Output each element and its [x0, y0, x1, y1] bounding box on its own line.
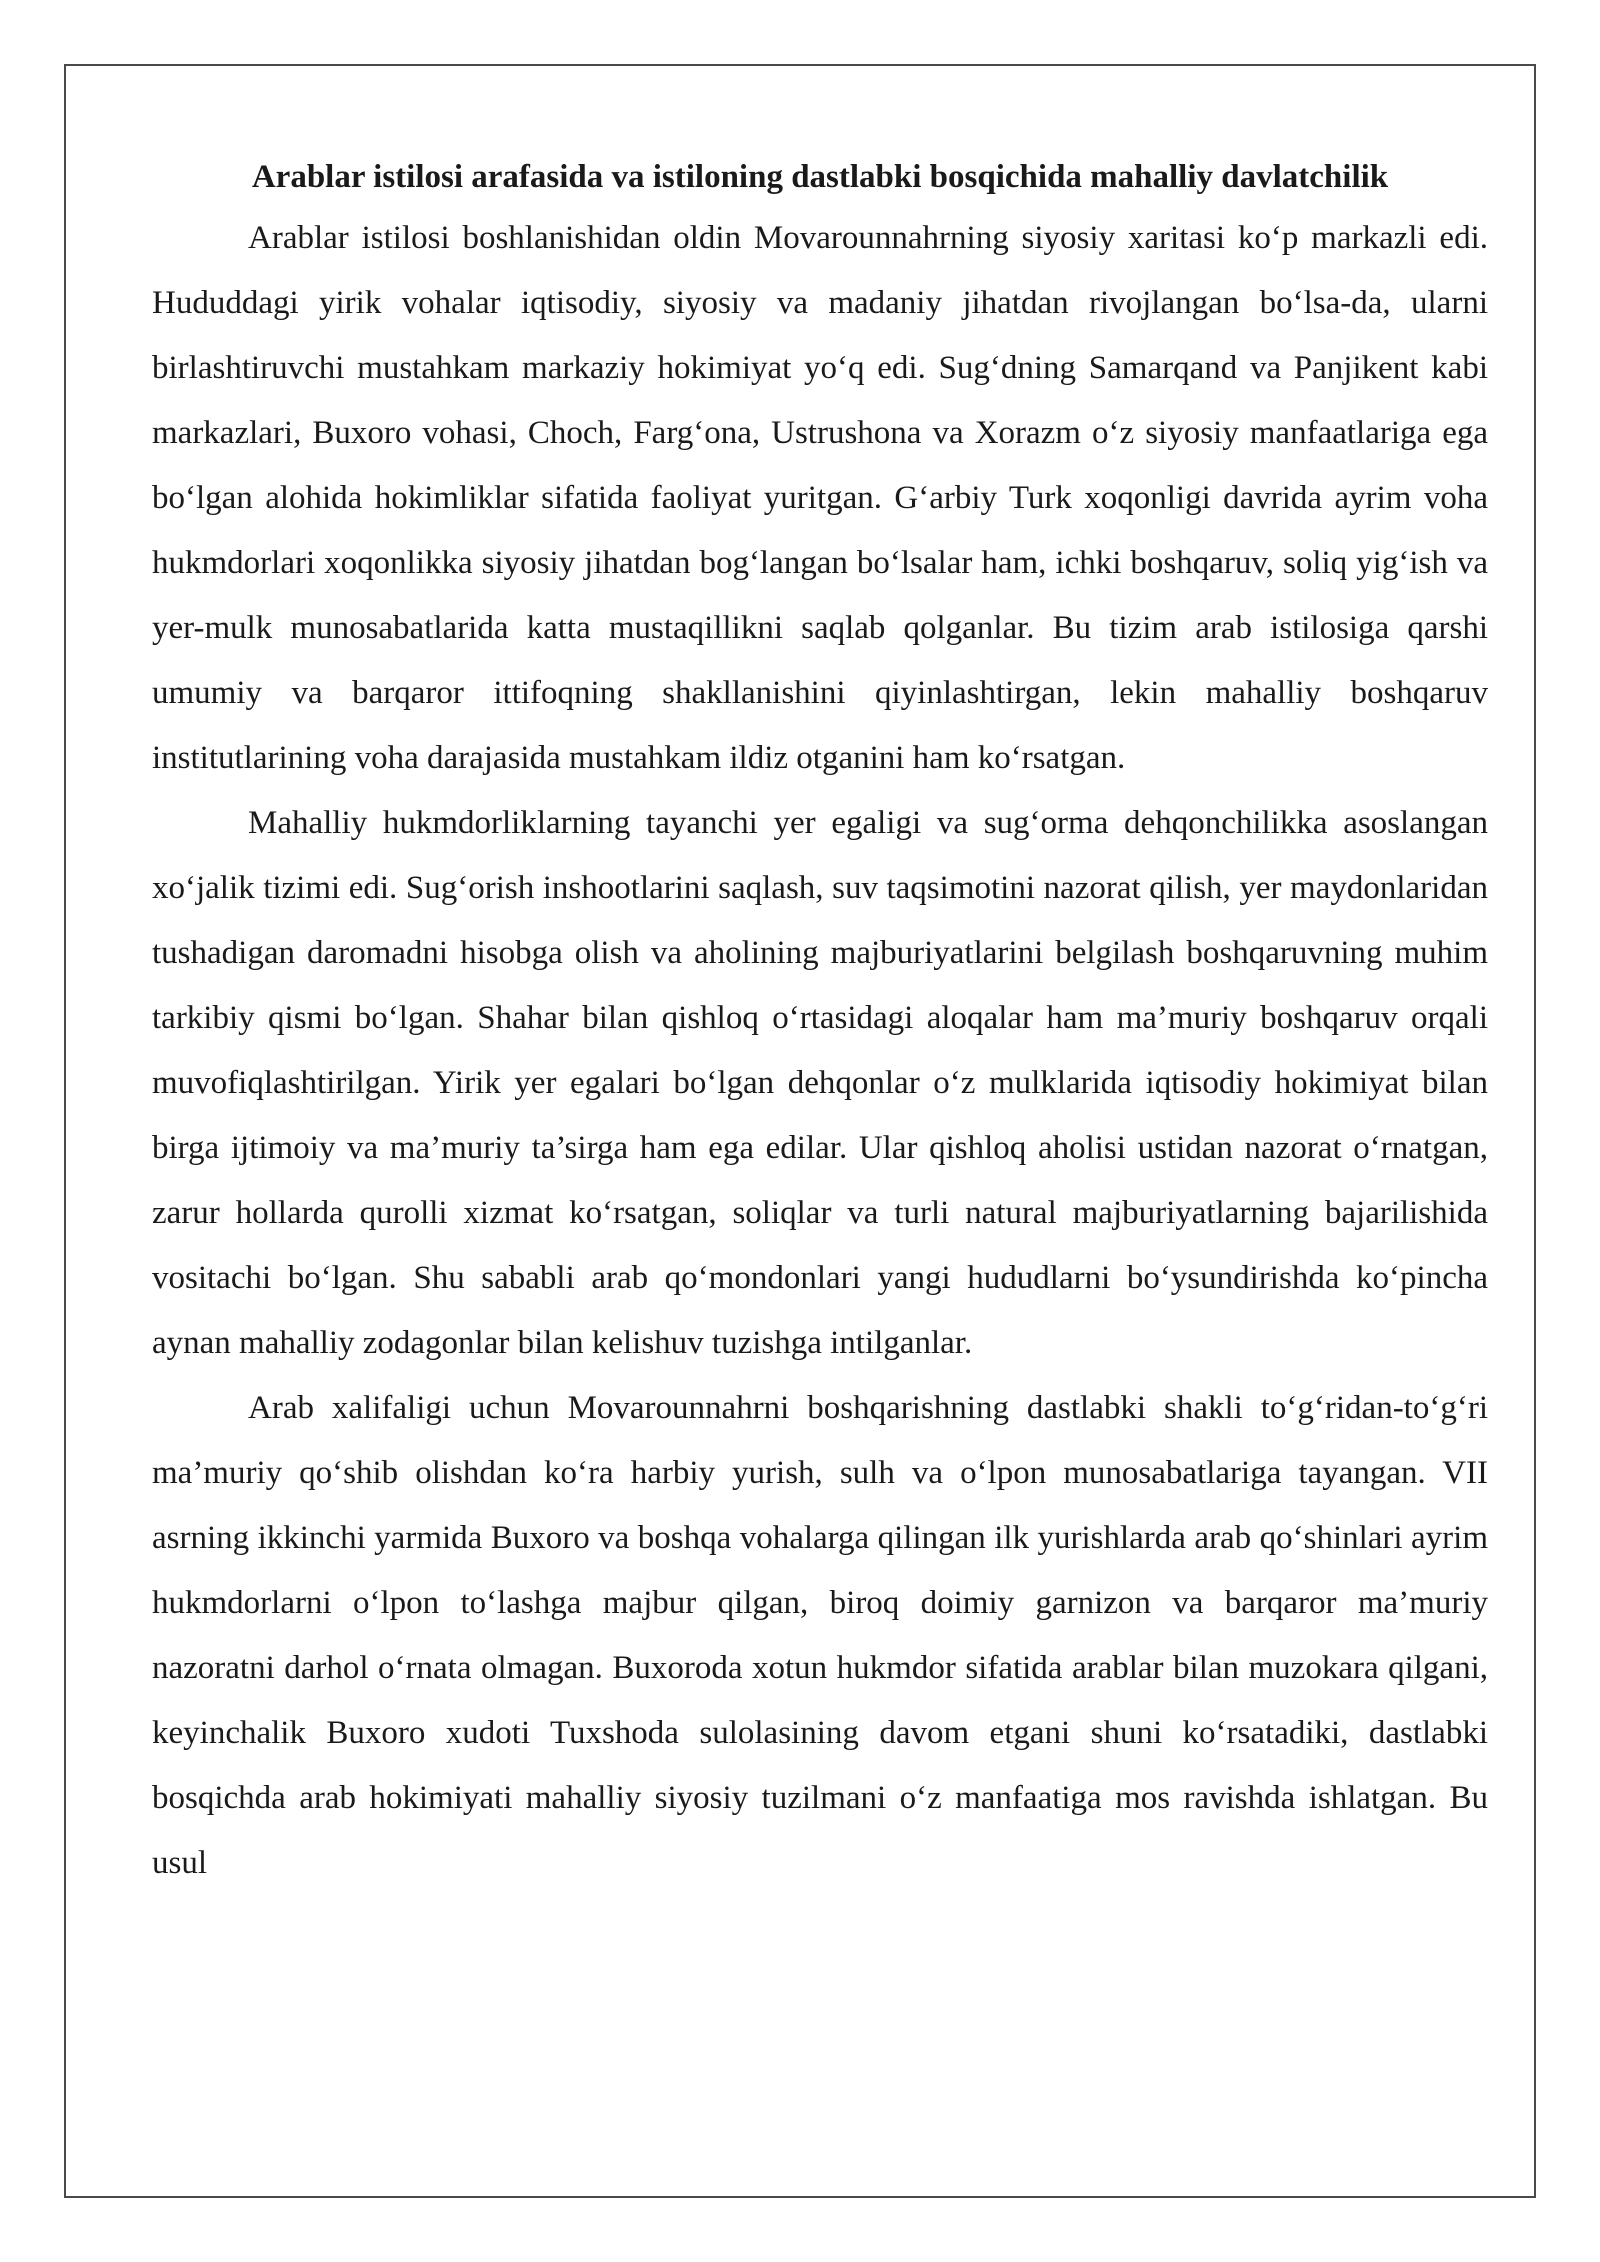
document-title: Arablar istilosi arafasida va istiloning dastlabki bosqichida mahalliy davlatchilik: [251, 159, 1389, 195]
paragraph-1: Arablar istilosi boshlanishidan oldin Movarounnahrning siyosiy xaritasi ko‘p markazli edi. Hududdagi yirik vohalar iqtisodiy, siyosiy va madaniy jihatdan rivojlangan bo‘lsa-da, ularni birlashtiruvchi mustahkam markaziy hokimiyat yo‘q edi. Sug‘dning Samarqand va Panjikent kabi markazlari, Buxoro vohasi, Choch, Farg‘ona, Ustrushona va Xorazm o‘z siyosiy manfaatlariga ega bo‘lgan alohida hokimliklar sifatida faoliyat yuritgan. G‘arbiy Turk xoqonligi davrida ayrim voha hukmdorlari xoqonlikka siyosiy jihatdan bog‘langan bo‘lsalar ham, ichki boshqaruv, soliq yig‘ish va yer-mulk munosabatlarida katta mustaqillikni saqlab qolganlar. Bu tizim arab istilosiga qarshi umumiy va barqaror ittifoqning shakllanishini qiyinlashtirgan, lekin mahalliy boshqaruv institutlarining voha darajasida mustahkam ildiz otganini ham ko‘rsatgan.: [152, 220, 1488, 776]
document-body: [152, 148, 1488, 1896]
paragraph-3: Arab xalifaligi uchun Movarounnahrni boshqarishning dastlabki shakli to‘g‘ridan-to‘g‘ri ma’muriy qo‘shib olishdan ko‘ra harbiy yurish, sulh va o‘lpon munosabatlariga tayangan. VII asrning ikkinchi yarmida Buxoro va boshqa vohalarga qilingan ilk yurishlarda arab qo‘shinlari ayrim hukmdorlarni o‘lpon to‘lashga majbur qilgan, biroq doimiy garnizon va barqaror ma’muriy nazoratni darhol o‘rnata olmagan. Buxoroda xotun hukmdor sifatida arablar bilan muzokara qilgani, keyinchalik Buxoro xudoti Tuxshoda sulolasining davom etgani shuni ko‘rsatadiki, dastlabki bosqichda arab hokimiyati mahalliy siyosiy tuzilmani o‘z manfaatiga mos ravishda ishlatgan. Bu usul: [152, 1390, 1488, 1881]
paragraph-2: Mahalliy hukmdorliklarning tayanchi yer egaligi va sug‘orma dehqonchilikka asoslangan xo‘jalik tizimi edi. Sug‘orish inshootlarini saqlash, suv taqsimotini nazorat qilish, yer maydonlaridan tushadigan daromadni hisobga olish va aholining majburiyatlarini belgilash boshqaruvning muhim tarkibiy qismi bo‘lgan. Shahar bilan qishloq o‘rtasidagi aloqalar ham ma’muriy boshqaruv orqali muvofiqlashtirilgan. Yirik yer egalari bo‘lgan dehqonlar o‘z mulklarida iqtisodiy hokimiyat bilan birga ijtimoiy va ma’muriy ta’sirga ham ega edilar. Ular qishloq aholisi ustidan nazorat o‘rnatgan, zarur hollarda qurolli xizmat ko‘rsatgan, soliqlar va turli natural majburiyatlarning bajarilishida vositachi bo‘lgan. Shu sababli arab qo‘mondonlari yangi hududlarni bo‘ysundirishda ko‘pincha aynan mahalliy zodagonlar bilan kelishuv tuzishga intilganlar.: [152, 805, 1488, 1361]
